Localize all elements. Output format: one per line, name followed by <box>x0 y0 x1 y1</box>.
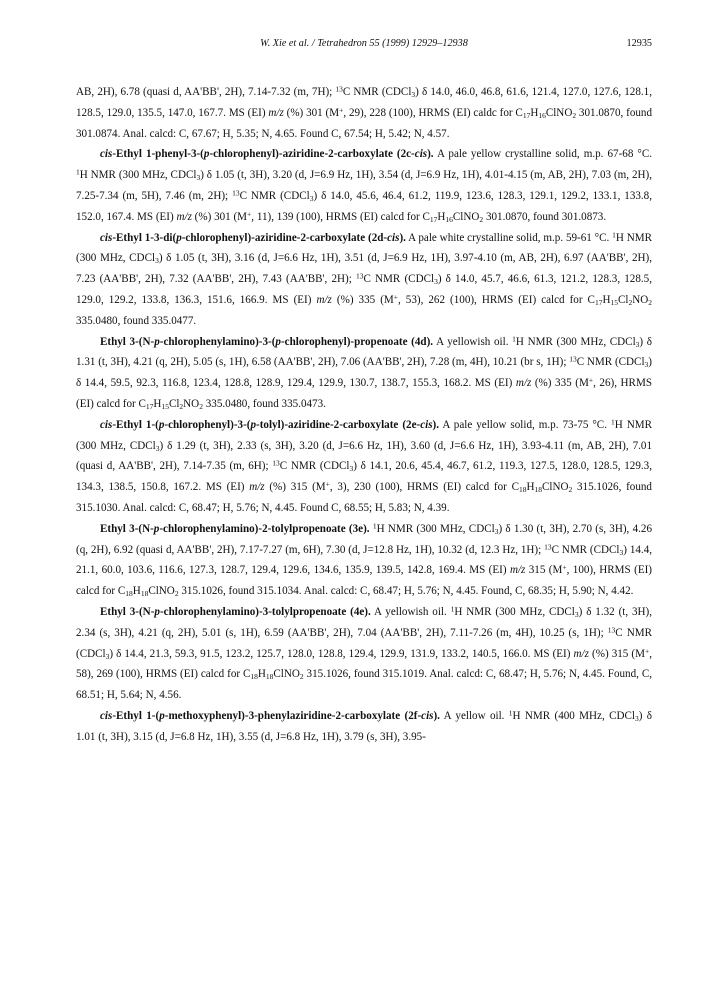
experimental-text <box>76 82 652 748</box>
running-title: W. Xie et al. / Tetrahedron 55 (1999) 12929–12938 <box>260 38 468 49</box>
compound-paragraph: cis-Ethyl 1-(p-chlorophenyl)-3-(p-tolyl)-aziridine-2-carboxylate (2e-cis). A pale yellow solid, m.p. 73-75 °C. $^1$H NMR (300 MHz, CDCl$_3$) δ 1.29 (t, 3H), 2.33 (s, 3H), 3.20 (d, J=6.6 Hz, 1H), 3.60 (d, J=6.6 Hz, 1H), 3.93-4.11 (m, AB, 2H), 7.01 (quasi d, AA'BB', 2H), 7.14-7.35 (m, 6H); $^{13}$C NMR (CDCl$_3$) δ 14.1, 20.6, 45.4, 46.7, 61.2, 119.3, 127.5, 128.0, 128.5, 129.3, 134.3, 138.5, 150.8, 167.2. MS (EI) m/z (%) 315 (M+, 3), 230 (100), HRMS (EI) calcd for $C_{18}H_{18}ClNO_2$ 315.1026, found 315.1030. Anal. calcd: C, 68.47; H, 5.76; N, 4.45. Found C, 68.55; H, 5.83; N, 4.39. <box>76 417 652 514</box>
compound-paragraph: cis-Ethyl 1-3-di(p-chlorophenyl)-aziridine-2-carboxylate (2d-cis). A pale white crystalline solid, m.p. 59-61 °C. $^1$H NMR (300 MHz, CDCl$_3$) δ 1.05 (t, 3H), 3.16 (d, J=6.6 Hz, 1H), 3.51 (d, J=6.9 Hz, 1H), 3.97-4.10 (m, AB, 2H), 6.97 (AA'BB', 2H), 7.23 (AA'BB', 2H), 7.32 (AA'BB', 2H), 7.43 (AA'BB', 2H); $^{13}$C NMR (CDCl$_3$) δ 14.0, 45.7, 46.6, 61.3, 121.2, 128.3, 128.5, 129.0, 129.2, 133.8, 136.3, 151.6, 166.9. MS (EI) m/z (%) 335 (M+, 53), 262 (100), HRMS (EI) calcd for $C_{17}H_{15}Cl_2NO_2$ 335.0480, found 335.0477. <box>76 230 652 327</box>
compound-paragraph: AB, 2H), 6.78 (quasi d, AA'BB', 2H), 7.14-7.32 (m, 7H); $^{13}$C NMR (CDCl$_3$) δ 14.0, 46.0, 46.8, 61.6, 121.4, 127.0, 127.6, 128.1, 128.5, 129.0, 135.5, 147.0, 167.7. MS (EI) m/z (%) 301 (M+, 29), 228 (100), HRMS (EI) caldc for $C_{17}H_{16}ClNO_2$ 301.0870, found 301.0874. Anal. calcd: C, 67.67; H, 5.35; N, 4.65. Found C, 67.54; H, 5.42; N, 4.57. <box>76 84 653 140</box>
compound-paragraph: Ethyl 3-(N-p-chlorophenylamino)-3-tolylpropenoate (4e). A yellowish oil. $^1$H NMR (300 MHz, CDCl$_3$) δ 1.32 (t, 3H), 2.34 (s, 3H), 4.21 (q, 2H), 5.01 (s, 1H), 6.59 (AA'BB', 2H), 7.04 (AA'BB', 2H), 7.11-7.26 (m, 4H), 10.25 (s, 1H); $^{13}$C NMR (CDCl$_3$) δ 14.4, 21.3, 59.3, 91.5, 123.2, 125.7, 128.0, 128.8, 129.4, 129.9, 131.9, 133.2, 140.5, 166.0. MS (EI) m/z (%) 315 (M+, 58), 269 (100), HRMS (EI) calcd for $C_{18}H_{18}ClNO_2$ 315.1026, found 315.1019. Anal. calcd: C, 68.47; H, 5.76; N, 4.45. Found, C, 68.51; H, 5.64; N, 4.56. <box>76 604 653 702</box>
compound-paragraph: cis-Ethyl 1-(p-methoxyphenyl)-3-phenylaziridine-2-carboxylate (2f-cis). A yellow oil. $^1$H NMR (400 MHz, CDCl$_3$) δ 1.01 (t, 3H), 3.15 (d, J=6.8 Hz, 1H), 3.55 (d, J=6.8 Hz, 1H), 3.79 (s, 3H), 3.95- <box>76 708 653 743</box>
compound-paragraph: Ethyl 3-(N-p-chlorophenylamino)-3-(p-chlorophenyl)-propenoate (4d). A yellowish oil. $^1$H NMR (300 MHz, CDCl$_3$) δ 1.31 (t, 3H), 4.21 (q, 2H), 5.05 (s, 1H), 6.58 (AA'BB', 2H), 7.06 (AA'BB', 2H), 7.28 (m, 4H), 10.21 (br s, 1H); $^{13}$C NMR (CDCl$_3$) δ 14.4, 59.5, 92.3, 116.8, 123.4, 128.8, 128.9, 129.4, 129.9, 130.7, 138.7, 155.3, 168.2. MS (EI) m/z (%) 335 (M+, 26), HRMS (EI) calcd for $C_{17}H_{15}Cl_2NO_2$ 335.0480, found 335.0473. <box>76 334 652 411</box>
compound-paragraph: cis-Ethyl 1-phenyl-3-(p-chlorophenyl)-aziridine-2-carboxylate (2c-cis). A pale yellow crystalline solid, m.p. 67-68 °C. $^1$H NMR (300 MHz, CDCl$_3$) δ 1.05 (t, 3H), 3.20 (d, J=6.9 Hz, 1H), 3.54 (d, J=6.9 Hz, 1H), 4.01-4.15 (m, AB, 2H), 7.03 (m, 2H), 7.25-7.34 (m, 5H), 7.46 (m, 2H); $^{13}$C NMR (CDCl$_3$) δ 14.0, 45.6, 46.4, 61.2, 119.9, 123.6, 128.3, 129.1, 129.2, 133.1, 133.8, 152.0, 167.4. MS (EI) m/z (%) 301 (M+, 11), 139 (100), HRMS (EI) calcd for $C_{17}H_{16}ClNO_2$ 301.0870, found 301.0873. <box>76 148 653 224</box>
running-header <box>76 38 652 52</box>
page-number: 12935 <box>626 38 652 49</box>
compound-paragraph: Ethyl 3-(N-p-chlorophenylamino)-2-tolylpropenoate (3e). $^1$H NMR (300 MHz, CDCl$_3$) δ 1.30 (t, 3H), 2.70 (s, 3H), 4.26 (q, 2H), 6.92 (quasi d, AA'BB', 2H), 7.17-7.27 (m, 6H), 7.30 (d, J=12.8 Hz, 1H), 10.32 (d, 12.3 Hz, 1H); $^{13}$C NMR (CDCl$_3$) 14.4, 21.1, 60.0, 103.6, 116.6, 127.3, 128.7, 129.4, 129.6, 134.6, 135.9, 139.5, 142.8, 169.4. MS (EI) m/z 315 (M+, 100), HRMS (EI) calcd for $C_{18}H_{18}ClNO_2$ 315.1026, found 315.1034. Anal. calcd: C, 68.47; H, 5.76; N, 4.45. Found, C, 68.35; H, 5.90; N, 4.42. <box>76 521 653 599</box>
